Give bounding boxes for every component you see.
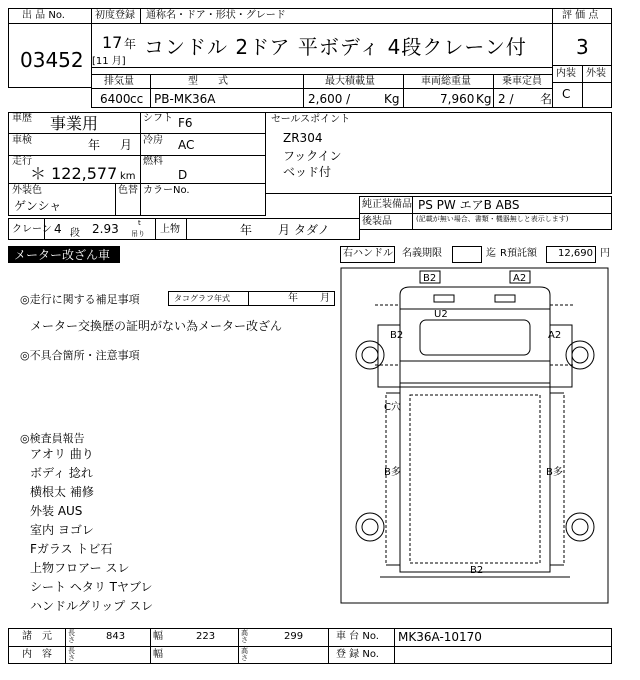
inspector-line: Fガラス トビ石 [30, 542, 113, 556]
code-a2-top: A2 [513, 273, 527, 284]
first-reg-label: 初度登録 [95, 10, 135, 21]
sales-points-label: セールスポイント [271, 114, 351, 125]
name-label: 通称名・ドア・形状・グレード [146, 10, 286, 21]
ext-color-label: 外装色 [12, 185, 42, 196]
bed-outline [380, 387, 570, 577]
supplement-text: メーター交換歴の証明がない為メーター改ざん [30, 319, 283, 333]
sales-point-line: ZR304 [283, 131, 323, 145]
steering-value: 右ハンドル [343, 248, 393, 259]
interior-grade-label: 内装 [556, 68, 576, 79]
aftermarket-note: (記載が無い場合、書類・機器無しと表示します) [416, 215, 569, 223]
ac-value: AC [178, 138, 195, 152]
gross-unit: Kg [476, 92, 492, 106]
code-b2-top: B2 [423, 273, 437, 284]
mileage-label: 走行 [12, 156, 32, 167]
inspection-year: 年 [88, 138, 101, 152]
displacement-value: 6400 [100, 92, 131, 106]
inspector-line: アオリ 曲り [30, 447, 94, 461]
genuine-label: 純正装備品 [362, 199, 412, 210]
wheel-icons [356, 341, 594, 541]
shift-value: F6 [178, 116, 193, 130]
width-label-2: 幅 [153, 649, 163, 660]
gross-value: 7,960 [440, 92, 475, 106]
code-u2: U2 [434, 309, 448, 320]
vehicle-diagram [340, 265, 610, 605]
fuel-label: 燃料 [143, 156, 163, 167]
recycle-value: 12,690 [558, 248, 593, 259]
name-change-box [452, 246, 482, 263]
history-label: 車歴 [12, 113, 32, 124]
crane-ton-unit2: 吊り [131, 230, 145, 238]
cab-outline [378, 287, 572, 387]
diagram-frame [341, 268, 608, 603]
aftermarket-label: 後装品 [362, 216, 392, 227]
upper-year: 年 [240, 223, 253, 237]
length-label-2: 長さ [68, 647, 75, 662]
chassis-value: MK36A-10170 [398, 630, 482, 644]
fuel-value: D [178, 168, 188, 182]
mileage-unit: km [120, 171, 136, 182]
supplement-label: ◎走行に関する補足事項 [20, 293, 140, 306]
code-a2-right: A2 [548, 330, 562, 341]
reg-month: [11 月] [92, 56, 126, 67]
inspector-line: 室内 ヨゴレ [30, 523, 94, 537]
inspector-line: ハンドルグリップ スレ [30, 599, 154, 613]
grade-value: 3 [576, 35, 589, 59]
upper-value: タダノ [294, 223, 330, 237]
crane-stage-unit: 段 [70, 228, 80, 239]
displacement-label: 排気量 [104, 76, 134, 87]
capacity-label: 最大積載量 [325, 76, 375, 87]
crane-stages: 4 [54, 222, 62, 236]
mileage-value: ＊ 122,577 [30, 164, 118, 183]
inspection-month: 月 [120, 138, 133, 152]
code-b-many-left: B多 [384, 467, 401, 478]
seats-unit: 名 [540, 92, 553, 106]
code-b-many-right: B多 [546, 467, 563, 478]
height-label: 高さ [241, 629, 248, 644]
reg-year: 17 [102, 33, 123, 52]
lot-number: 03452 [20, 48, 84, 72]
ac-label: 冷房 [143, 135, 163, 146]
inspector-line: 横根太 補修 [30, 485, 94, 499]
width-label: 幅 [153, 631, 163, 642]
history-value: 事業用 [50, 114, 99, 133]
genuine-value: PS PW エアB ABS [418, 198, 520, 212]
vehicle-name: コンドル 2ドア 平ボディ 4段クレーン付 [144, 35, 527, 59]
tachograph-label: タコグラフ年式 [174, 294, 230, 303]
upper-label: 上物 [160, 224, 180, 235]
color-change-label: 色替 [118, 185, 138, 196]
seats-value: 2 / [498, 92, 514, 106]
until-label: 迄 [486, 248, 496, 259]
length-label: 長さ [68, 629, 75, 644]
crane-ton-unit: t [138, 219, 141, 227]
interior-dims-label: 内 容 [22, 649, 52, 660]
sales-point-line: ベッド付 [283, 165, 332, 179]
gross-label: 車両総重量 [421, 76, 471, 87]
crane-label: クレーン [12, 224, 52, 235]
exterior-grade-label: 外装 [586, 68, 606, 79]
sales-point-line: フックイン [283, 149, 342, 163]
tacho-year: 年 [288, 293, 298, 304]
lot-label: 出 品 No. [22, 10, 65, 21]
upper-month: 月 [278, 223, 291, 237]
mirror-lines [375, 305, 575, 365]
inspection-label: 車検 [12, 135, 32, 146]
seats-label: 乗車定員 [502, 76, 542, 87]
interior-grade-value: C [562, 87, 571, 101]
code-b2-bottom: B2 [470, 565, 484, 576]
reg-no-label: 登 録 No. [336, 649, 379, 660]
width-value: 223 [196, 631, 216, 642]
model-label: 型 式 [188, 76, 228, 87]
shift-label: シフト [143, 113, 173, 124]
inspector-label: ◎検査員報告 [20, 432, 85, 445]
inspector-line: 外装 AUS [30, 504, 83, 518]
capacity-value: 2,600 / [308, 92, 351, 106]
displacement-unit: cc [130, 92, 144, 106]
dims-label: 諸 元 [22, 631, 52, 642]
length-value: 843 [106, 631, 126, 642]
model-value: PB-MK36A [154, 92, 216, 106]
chassis-label: 車 台 No. [336, 631, 379, 642]
height-label-2: 高さ [241, 647, 248, 662]
defects-label: ◎不具合箇所・注意事項 [20, 349, 140, 362]
reg-year-unit: 年 [124, 37, 137, 51]
color-no-label: カラーNo. [143, 185, 190, 196]
height-value: 299 [284, 631, 304, 642]
tacho-month: 月 [320, 293, 330, 304]
inspector-line: 上物フロアー スレ [30, 561, 130, 575]
tamper-label: メーター改ざん車 [14, 248, 111, 262]
inspector-line: ボディ 捻れ [30, 466, 93, 480]
code-b2-left: B2 [390, 330, 404, 341]
name-change-label: 名義期限 [402, 248, 442, 259]
capacity-unit: Kg [384, 92, 400, 106]
recycle-label: R預託額 [500, 248, 537, 259]
recycle-unit: 円 [600, 248, 610, 259]
code-c-hole: C穴 [384, 402, 401, 413]
ext-color-value: ゲンシャ [14, 199, 62, 213]
inspector-line: シート ヘタリ Tヤブレ [30, 580, 153, 594]
grade-label: 評 価 点 [562, 10, 599, 21]
crane-ton: 2.93 [92, 222, 119, 236]
